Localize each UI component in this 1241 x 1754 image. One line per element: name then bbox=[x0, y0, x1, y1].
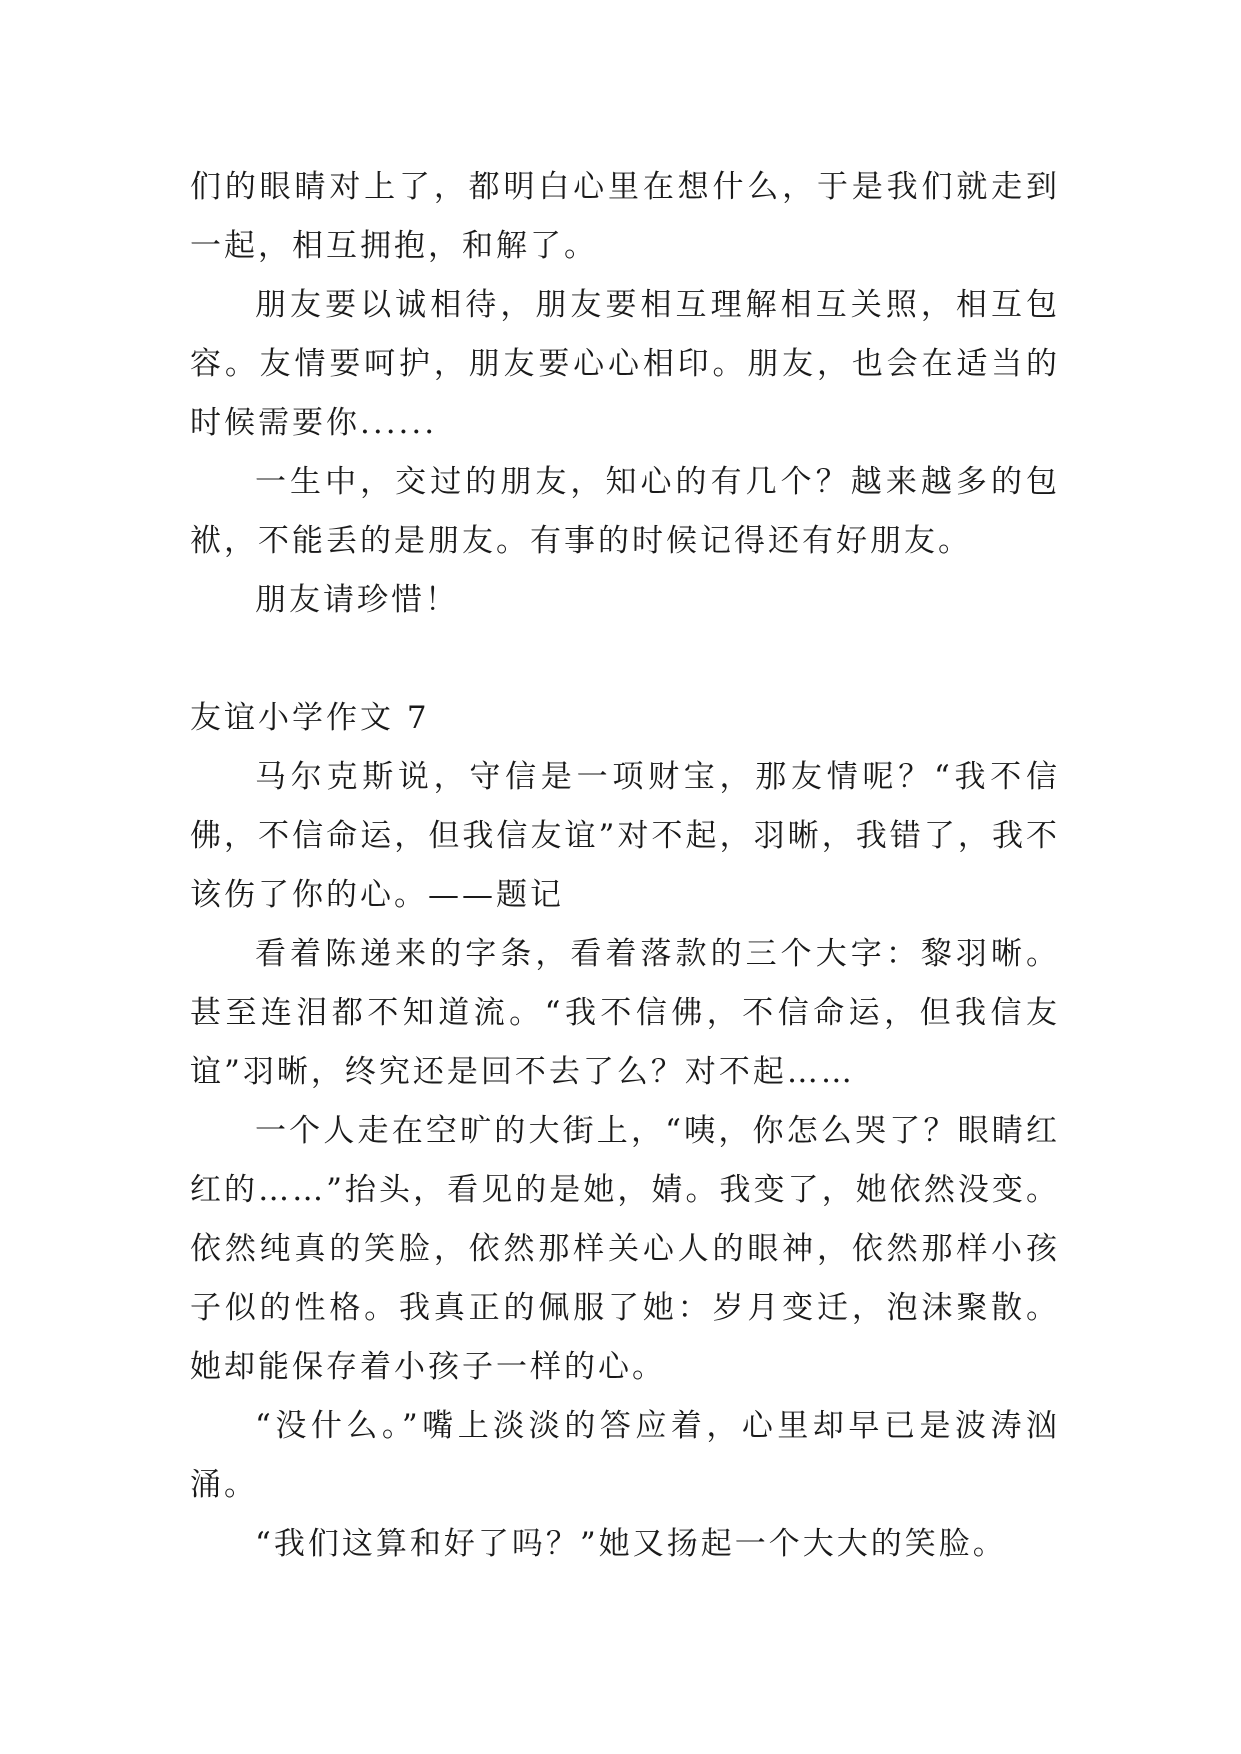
section-heading: 友谊小学作文 7 bbox=[190, 700, 430, 736]
paragraph: 看着陈递来的字条，看着落款的三个大字：黎羽晰。甚至连泪都不知道流。“我不信佛，不信命运，但我信友谊”羽晰，终究还是回不去了么？对不起…… bbox=[190, 936, 1060, 1090]
document-body bbox=[190, 158, 1060, 1574]
paragraph: “没什么。”嘴上淡淡的答应着，心里却早已是波涛汹涌。 bbox=[190, 1408, 1060, 1503]
paragraph-continued: 们的眼睛对上了，都明白心里在想什么，于是我们就走到一起，相互拥抱，和解了。 bbox=[190, 169, 1060, 264]
section-gap bbox=[190, 630, 1060, 689]
paragraph: 一生中，交过的朋友，知心的有几个？越来越多的包袱，不能丢的是朋友。有事的时候记得还有好朋友。 bbox=[190, 464, 1060, 559]
paragraph: 马尔克斯说，守信是一项财宝，那友情呢？“我不信佛，不信命运，但我信友谊”对不起，羽晰，我错了，我不该伤了你的心。——题记 bbox=[190, 759, 1060, 913]
paragraph: “我们这算和好了吗？”她又扬起一个大大的笑脸。 bbox=[255, 1526, 1007, 1562]
paragraph: 一个人走在空旷的大街上，“咦，你怎么哭了？眼睛红红的……”抬头，看见的是她，婧。我变了，她依然没变。依然纯真的笑脸，依然那样关心人的眼神，依然那样小孩子似的性格。我真正的佩服了她：岁月变迁，泡沫聚散。她却能保存着小孩子一样的心。 bbox=[190, 1113, 1060, 1385]
paragraph: 朋友请珍惜！ bbox=[255, 582, 459, 618]
paragraph: 朋友要以诚相待，朋友要相互理解相互关照，相互包容。友情要呵护，朋友要心心相印。朋友，也会在适当的时候需要你...... bbox=[190, 287, 1060, 441]
